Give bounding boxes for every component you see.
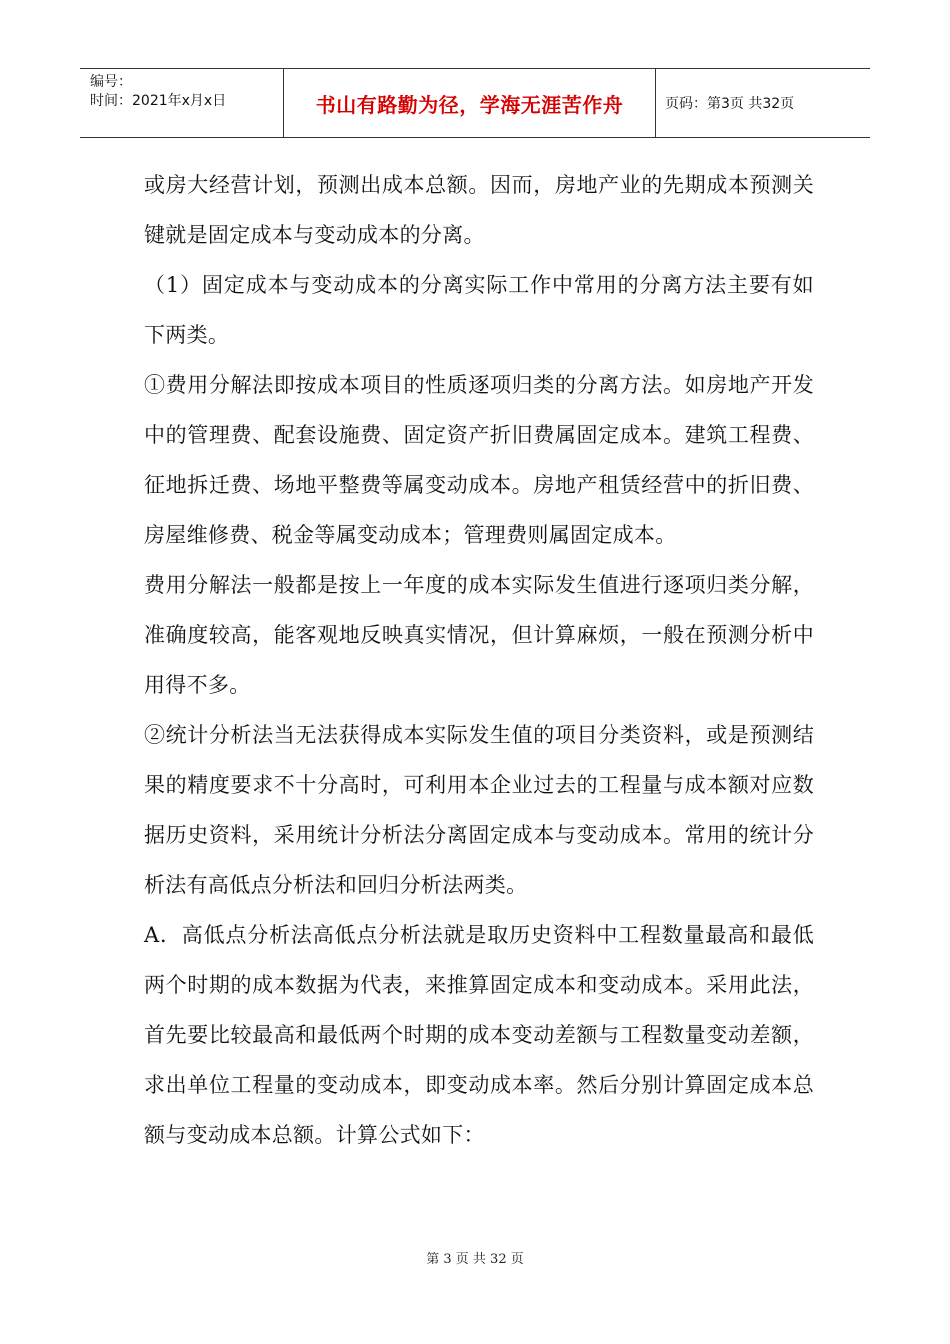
header-page-number: 页码：第3页 共32页 — [665, 96, 795, 112]
paragraph: ②统计分析法当无法获得成本实际发生值的项目分类资料，或是预测结果的精度要求不十分高时，可利用本企业过去的工程量与成本额对应数据历史资料，采用统计分析法分离固定成本与变动成本。常用的统计分析法有高低点分析法和回归分析法两类。 — [144, 723, 814, 897]
document-number-label: 编号： — [90, 74, 132, 90]
paragraph: A．高低点分析法高低点分析法就是取历史资料中工程数量最高和最低两个时期的成本数据为代表，来推算固定成本和变动成本。采用此法，首先要比较最高和最低两个时期的成本变动差额与工程数量变动差额，求出单位工程量的变动成本，即变动成本率。然后分别计算固定成本总额与变动成本总额。计算公式如下： — [144, 923, 814, 1147]
page-footer: 第 3 页 共 32 页 — [426, 1252, 524, 1267]
document-date-label: 时间：2021年x月x日 — [90, 93, 227, 109]
header-motto: 书山有路勤为径，学海无涯苦作舟 — [315, 92, 624, 117]
header-page-cell — [655, 69, 870, 137]
paragraph: 费用分解法一般都是按上一年度的成本实际发生值进行逐项归类分解，准确度较高，能客观地反映真实情况，但计算麻烦，一般在预测分析中用得不多。 — [144, 573, 814, 697]
page-header — [80, 68, 870, 138]
paragraph: ①费用分解法即按成本项目的性质逐项归类的分离方法。如房地产开发中的管理费、配套设施费、固定资产折旧费属固定成本。建筑工程费、征地拆迁费、场地平整费等属变动成本。房地产租赁经营中的折旧费、房屋维修费、税金等属变动成本；管理费则属固定成本。 — [144, 373, 814, 547]
document-body — [144, 160, 814, 1160]
paragraph: （1）固定成本与变动成本的分离实际工作中常用的分离方法主要有如下两类。 — [144, 273, 814, 347]
header-meta — [80, 69, 283, 137]
header-motto-cell — [283, 69, 656, 137]
paragraph: 或房大经营计划，预测出成本总额。因而，房地产业的先期成本预测关键就是固定成本与变动成本的分离。 — [144, 173, 814, 247]
